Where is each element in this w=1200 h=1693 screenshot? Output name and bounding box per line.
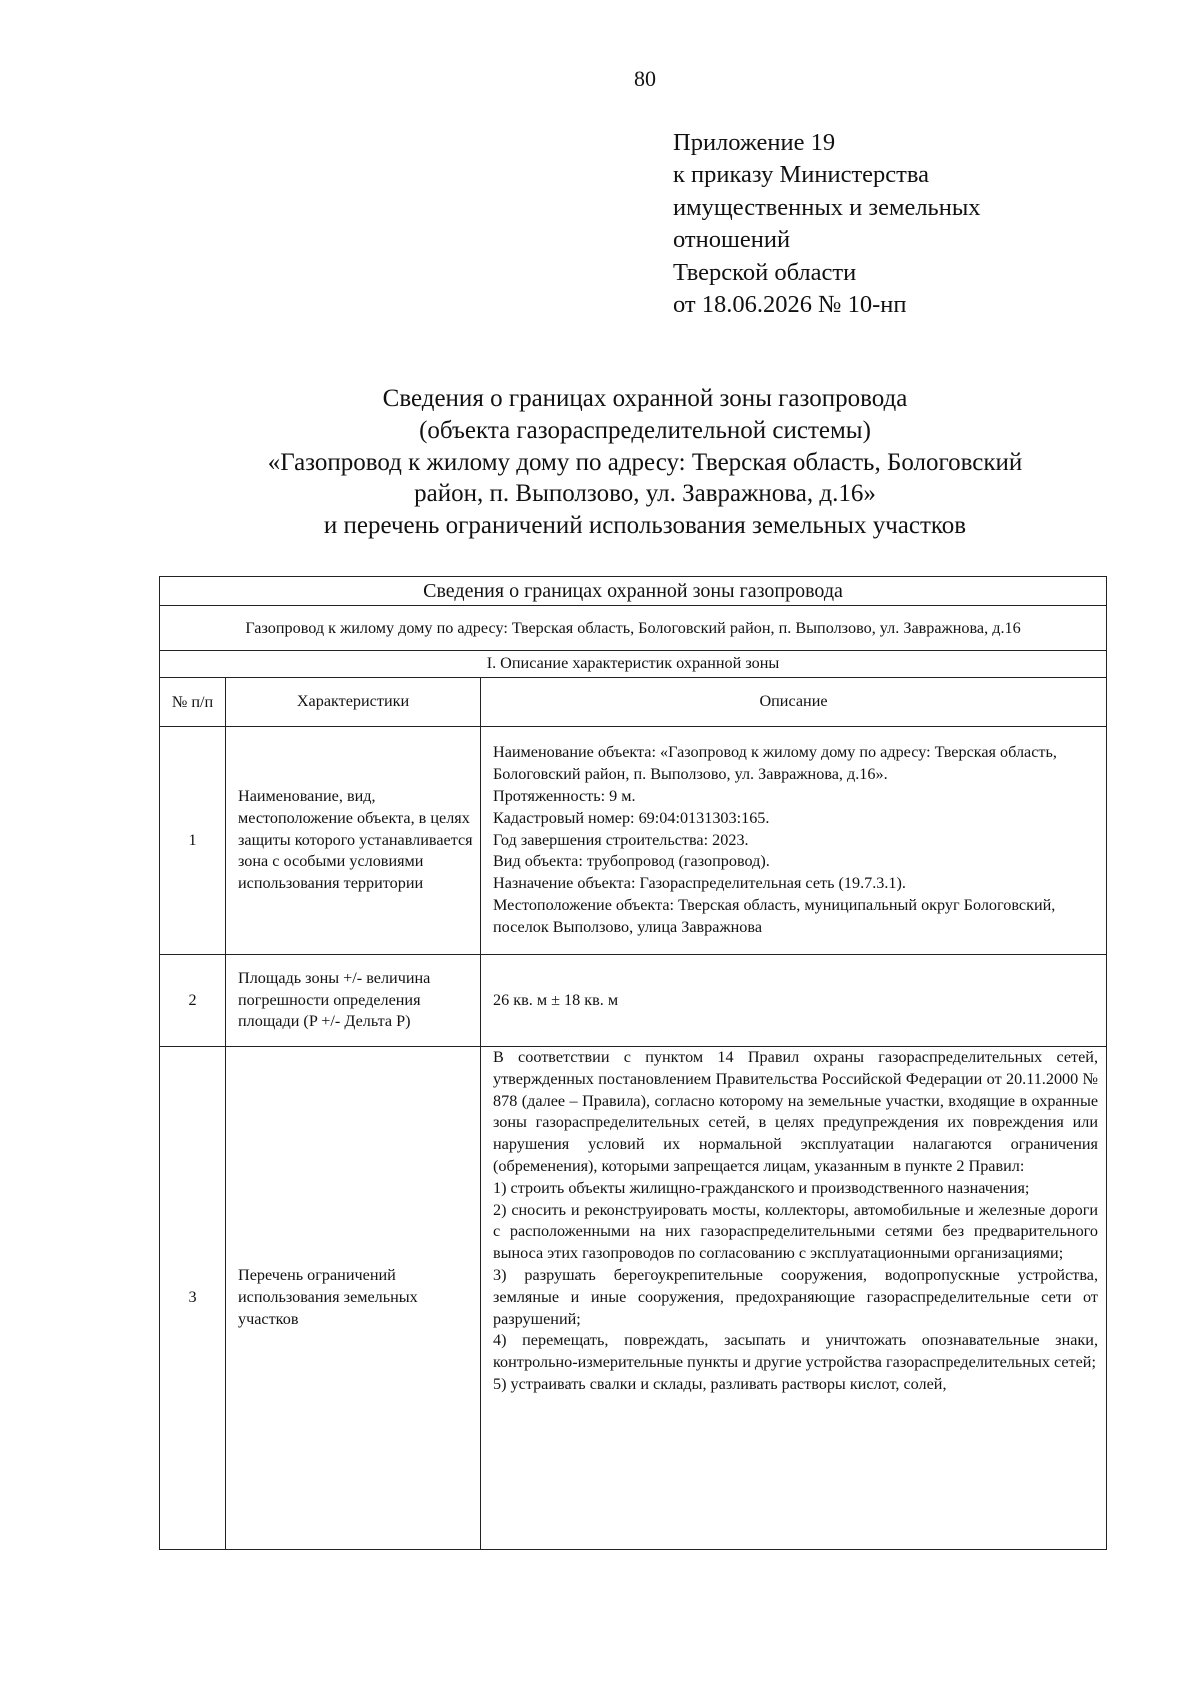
appendix-line: Приложение 19 (673, 129, 836, 156)
appendix-line: имущественных и земельных (673, 193, 981, 221)
description-line: 2) сносить и реконструировать мосты, коллекторы, автомобильные и железные дороги с расположенными на них газораспределительными сетями без предварительного выноса этих газопроводов по согласованию с эксплуатационными организациями; (493, 1200, 1099, 1263)
appendix-line: отношений (673, 226, 791, 254)
table-row (160, 1047, 1107, 1550)
table-section-title: I. Описание характеристик охранной зоны (160, 651, 1107, 678)
description-line: Местоположение объекта: Тверская область, муниципальный округ Бологовский, поселок Выползово, улица Завражнова (493, 895, 1056, 936)
column-header-number: № п/п (160, 678, 226, 727)
description-line: Год завершения строительства: 2023. (493, 830, 749, 849)
row-description (481, 727, 1107, 955)
document-title (0, 383, 1200, 542)
description-line: Протяженность: 9 м. (493, 787, 636, 805)
description-line: 3) разрушать берегоукрепительные сооружения, водопропускные устройства, земляные и иные сооружения, предохраняющие газораспределительные сети от разрушений; (493, 1265, 1099, 1328)
title-line: район, п. Выползово, ул. Завражнова, д.16» (414, 480, 876, 508)
table-header-object: Газопровод к жилому дому по адресу: Тверская область, Бологовский район, п. Выползово, ул. Завражнова, д.16 (160, 606, 1107, 651)
row-characteristic: Наименование, вид, местоположение объекта, в целях защиты которого устанавливается зона с особыми условиями использования территории (226, 727, 481, 955)
page-number: 80 (634, 66, 656, 91)
description-line: Кадастровый номер: 69:04:0131303:165. (493, 808, 770, 827)
appendix-block (673, 127, 981, 321)
zone-table (159, 576, 1106, 1550)
row-description: 26 кв. м ± 18 кв. м (481, 955, 1107, 1047)
title-line: Сведения о границах охранной зоны газопровода (382, 385, 908, 412)
column-header-characteristics: Характеристики (226, 678, 481, 727)
title-line: «Газопровод к жилому дому по адресу: Тверская область, Бологовский (267, 448, 1023, 476)
row-characteristic: Площадь зоны +/- величина погрешности определения площади (P +/- Дельта P) (226, 955, 481, 1047)
description-line: 1) строить объекты жилищно-гражданского и производственного назначения; (493, 1178, 1030, 1197)
table-header-main: Сведения о границах охранной зоны газопровода (160, 577, 1107, 606)
row-number: 2 (160, 955, 226, 1047)
appendix-line: Тверской области (673, 258, 857, 286)
title-line: и перечень ограничений использования земельных участков (323, 512, 967, 540)
description-line: Наименование объекта: «Газопровод к жилому дому по адресу: Тверская область, Бологовский район, п. Выползово, ул. Завражнова, д.16». (493, 743, 1057, 784)
appendix-line: от 18.06.2026 № 10-нп (673, 291, 907, 319)
row-description (481, 1047, 1107, 1550)
description-line: Вид объекта: трубопровод (газопровод). (493, 852, 770, 871)
row-characteristic: Перечень ограничений использования земельных участков (226, 1047, 481, 1550)
column-header-description: Описание (481, 678, 1107, 727)
table-row (160, 955, 1107, 1047)
appendix-line: к приказу Министерства (673, 161, 929, 189)
description-line: 4) перемещать, повреждать, засыпать и уничтожать опознавательные знаки, контрольно-измерительные пункты и другие устройства газораспределительных сетей; (493, 1331, 1099, 1372)
description-line: 5) устраивать свалки и склады, разливать растворы кислот, солей, (493, 1374, 947, 1393)
title-line: (объекта газораспределительной системы) (419, 416, 871, 444)
table-row (160, 727, 1107, 955)
row-number: 1 (160, 727, 226, 955)
description-line: В соответствии с пунктом 14 Правил охраны газораспределительных сетей, утвержденных постановлением Правительства Российской Федерации от 20.11.2000 № 878 (далее – Правила), согласно которому на земельные участки, входящие в охранные зоны газораспределительных сетей, в целях предупреждения их повреждения или нарушения условий их нормальной эксплуатации налагаются ограничения (обременения), которыми запрещается лицам, указанным в пункте 2 Правил: (493, 1048, 1099, 1175)
row-number: 3 (160, 1047, 226, 1550)
description-line: Назначение объекта: Газораспределительная сеть (19.7.3.1). (493, 874, 906, 893)
